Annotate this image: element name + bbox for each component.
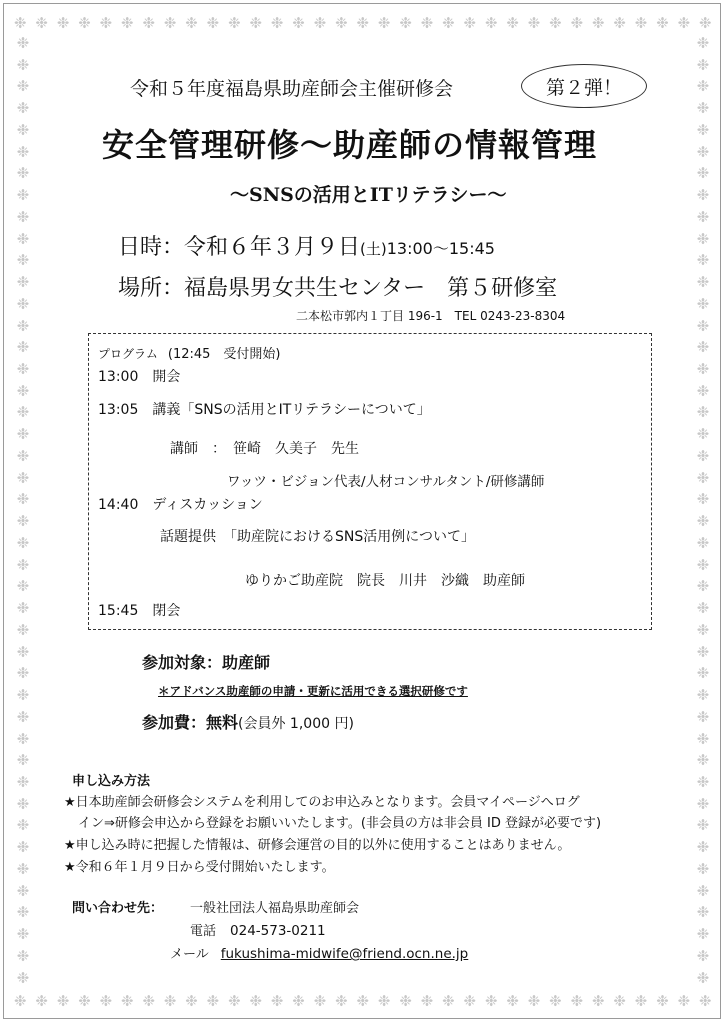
snowflake-ornament-icon: ❉: [696, 120, 710, 139]
snowflake-ornament-icon: ❉: [16, 251, 30, 270]
snowflake-ornament-icon: ❉: [420, 13, 434, 32]
border-right: [692, 36, 714, 986]
snowflake-ornament-icon: ❉: [249, 13, 263, 32]
snowflake-ornament-icon: ❉: [696, 577, 710, 596]
fee-line: [142, 710, 354, 733]
snowflake-ornament-icon: ❉: [696, 794, 710, 813]
snowflake-ornament-icon: ❉: [16, 273, 30, 292]
border-left: [12, 36, 34, 986]
application-line: イン⇒研修会申込から登録をお願いいたします。(非会員の方は非会員 ID 登録が必要です): [78, 816, 602, 831]
snowflake-ornament-icon: ❉: [399, 991, 412, 1010]
application-heading: 申し込み方法: [72, 774, 151, 789]
border-top: [14, 12, 712, 34]
snowflake-ornament-icon: ❉: [696, 642, 710, 661]
snowflake-ornament-icon: ❉: [16, 229, 30, 248]
venue-address: 二本松市郭内１丁目 196-1 TEL 0243-23-8304: [296, 309, 566, 323]
snowflake-ornament-icon: ❉: [16, 446, 30, 465]
snowflake-ornament-icon: ❉: [677, 991, 691, 1010]
fee-extra: (会員外 1,000 円): [238, 716, 354, 732]
program-row: 14:40 ディスカッション: [98, 497, 263, 513]
snowflake-ornament-icon: ❉: [16, 316, 30, 335]
snowflake-ornament-icon: ❉: [613, 991, 626, 1010]
target-audience: 参加対象：助産師: [142, 653, 271, 672]
snowflake-ornament-icon: ❉: [292, 13, 305, 32]
snowflake-ornament-icon: ❉: [16, 381, 30, 400]
snowflake-ornament-icon: ❉: [527, 13, 541, 32]
snowflake-ornament-icon: ❉: [16, 946, 30, 965]
contact-org: 一般社団法人福島県助産師会: [190, 901, 360, 916]
snowflake-ornament-icon: ❉: [206, 991, 220, 1010]
snowflake-ornament-icon: ❉: [696, 34, 710, 52]
program-row: ゆりかご助産院 院長 川井 沙織 助産師: [245, 573, 525, 589]
snowflake-ornament-icon: ❉: [696, 859, 710, 878]
snowflake-ornament-icon: ❉: [121, 991, 134, 1010]
snowflake-ornament-icon: ❉: [699, 991, 712, 1010]
snowflake-ornament-icon: ❉: [78, 991, 91, 1010]
snowflake-ornament-icon: ❉: [656, 13, 669, 32]
snowflake-ornament-icon: ❉: [16, 686, 30, 705]
snowflake-ornament-icon: ❉: [185, 13, 198, 32]
snowflake-ornament-icon: ❉: [696, 360, 710, 379]
snowflake-ornament-icon: ❉: [16, 186, 30, 205]
snowflake-ornament-icon: ❉: [696, 229, 710, 248]
phone-label: 電話: [190, 924, 217, 939]
snowflake-ornament-icon: ❉: [35, 13, 48, 32]
snowflake-ornament-icon: ❉: [16, 533, 30, 552]
snowflake-ornament-icon: ❉: [696, 533, 710, 552]
snowflake-ornament-icon: ❉: [463, 13, 477, 32]
snowflake-ornament-icon: ❉: [420, 991, 434, 1010]
snowflake-ornament-icon: ❉: [506, 991, 519, 1010]
snowflake-ornament-icon: ❉: [696, 294, 710, 313]
snowflake-ornament-icon: ❉: [16, 360, 30, 379]
date-time: 13:00～15:45: [386, 239, 495, 258]
snowflake-ornament-icon: ❉: [696, 164, 710, 183]
snowflake-ornament-icon: ❉: [696, 142, 710, 161]
snowflake-ornament-icon: ❉: [591, 991, 605, 1010]
snowflake-ornament-icon: ❉: [696, 555, 710, 574]
program-row: 15:45 閉会: [98, 603, 181, 619]
snowflake-ornament-icon: ❉: [35, 991, 48, 1010]
snowflake-ornament-icon: ❉: [16, 794, 30, 813]
snowflake-ornament-icon: ❉: [696, 403, 710, 422]
snowflake-ornament-icon: ❉: [356, 991, 370, 1010]
snowflake-ornament-icon: ❉: [696, 903, 710, 922]
snowflake-ornament-icon: ❉: [696, 816, 710, 835]
snowflake-ornament-icon: ❉: [634, 991, 648, 1010]
snowflake-ornament-icon: ❉: [16, 55, 30, 74]
program-heading: [98, 343, 281, 362]
snowflake-ornament-icon: ❉: [699, 13, 712, 32]
snowflake-ornament-icon: ❉: [99, 13, 113, 32]
program-row: 13:05 講義「SNSの活用とITリテラシーについて」: [98, 402, 431, 418]
snowflake-ornament-icon: ❉: [16, 555, 30, 574]
snowflake-ornament-icon: ❉: [56, 13, 70, 32]
snowflake-ornament-icon: ❉: [16, 772, 30, 791]
snowflake-ornament-icon: ❉: [696, 77, 710, 96]
program-row: 話題提供 「助産院におけるSNS活用例について」: [160, 529, 475, 545]
border-bottom: [14, 990, 712, 1012]
edition-badge-label: 第２弾！: [545, 76, 622, 99]
snowflake-ornament-icon: ❉: [549, 13, 562, 32]
snowflake-ornament-icon: ❉: [527, 991, 541, 1010]
email-label: メール: [170, 947, 209, 962]
page-subtitle: ～SNSの活用とITリテラシー～: [230, 184, 507, 206]
snowflake-ornament-icon: ❉: [696, 251, 710, 270]
snowflake-ornament-icon: ❉: [696, 707, 710, 726]
snowflake-ornament-icon: ❉: [228, 991, 241, 1010]
snowflake-ornament-icon: ❉: [696, 751, 710, 770]
contact-email: [170, 943, 468, 962]
snowflake-ornament-icon: ❉: [549, 991, 562, 1010]
snowflake-ornament-icon: ❉: [335, 13, 348, 32]
snowflake-ornament-icon: ❉: [292, 991, 305, 1010]
snowflake-ornament-icon: ❉: [163, 13, 177, 32]
snowflake-ornament-icon: ❉: [16, 34, 30, 52]
snowflake-ornament-icon: ❉: [16, 838, 30, 857]
snowflake-ornament-icon: ❉: [14, 991, 27, 1010]
snowflake-ornament-icon: ❉: [570, 991, 584, 1010]
snowflake-ornament-icon: ❉: [696, 881, 710, 900]
snowflake-ornament-icon: ❉: [16, 338, 30, 357]
program-row: ワッツ・ビジョン代表/人材コンサルタント/研修講師: [227, 474, 545, 490]
snowflake-ornament-icon: ❉: [696, 207, 710, 226]
snowflake-ornament-icon: ❉: [696, 729, 710, 748]
snowflake-ornament-icon: ❉: [613, 13, 626, 32]
snowflake-ornament-icon: ❉: [270, 991, 284, 1010]
snowflake-ornament-icon: ❉: [506, 13, 519, 32]
snowflake-ornament-icon: ❉: [677, 13, 691, 32]
snowflake-ornament-icon: ❉: [696, 686, 710, 705]
snowflake-ornament-icon: ❉: [442, 991, 455, 1010]
snowflake-ornament-icon: ❉: [16, 512, 30, 531]
snowflake-ornament-icon: ❉: [696, 186, 710, 205]
snowflake-ornament-icon: ❉: [377, 13, 391, 32]
edition-badge: [521, 64, 647, 108]
snowflake-ornament-icon: ❉: [696, 925, 710, 944]
snowflake-ornament-icon: ❉: [16, 968, 30, 987]
target-note: ＊アドバンス助産師の申請・更新に活用できる選択研修です: [158, 684, 468, 698]
snowflake-ornament-icon: ❉: [696, 512, 710, 531]
snowflake-ornament-icon: ❉: [356, 13, 370, 32]
snowflake-ornament-icon: ❉: [16, 925, 30, 944]
snowflake-ornament-icon: ❉: [121, 13, 134, 32]
snowflake-ornament-icon: ❉: [16, 664, 30, 683]
venue-line: 場所：福島県男女共生センター 第５研修室: [118, 276, 558, 301]
application-line: ★申し込み時に把握した情報は、研修会運営の目的以外に使用することはありません。: [64, 838, 571, 853]
snowflake-ornament-icon: ❉: [335, 991, 348, 1010]
snowflake-ornament-icon: ❉: [696, 273, 710, 292]
snowflake-ornament-icon: ❉: [16, 577, 30, 596]
program-row: 13:00 開会: [98, 369, 181, 385]
phone-number[interactable]: 024-573-0211: [230, 923, 326, 939]
snowflake-ornament-icon: ❉: [696, 838, 710, 857]
snowflake-ornament-icon: ❉: [696, 490, 710, 509]
contact-label: 問い合わせ先：: [72, 901, 164, 916]
program-row: 講師 ： 笹崎 久美子 先生: [170, 441, 359, 457]
snowflake-ornament-icon: ❉: [249, 991, 263, 1010]
snowflake-ornament-icon: ❉: [696, 599, 710, 618]
snowflake-ornament-icon: ❉: [696, 446, 710, 465]
snowflake-ornament-icon: ❉: [206, 13, 220, 32]
snowflake-ornament-icon: ❉: [570, 13, 584, 32]
email-link[interactable]: fukushima-midwife@friend.ocn.ne.jp: [220, 946, 469, 962]
date-line: [118, 230, 495, 261]
snowflake-ornament-icon: ❉: [163, 991, 177, 1010]
snowflake-ornament-icon: ❉: [16, 751, 30, 770]
snowflake-ornament-icon: ❉: [16, 599, 30, 618]
snowflake-ornament-icon: ❉: [656, 991, 669, 1010]
snowflake-ornament-icon: ❉: [142, 991, 156, 1010]
snowflake-ornament-icon: ❉: [696, 55, 710, 74]
snowflake-ornament-icon: ❉: [313, 13, 327, 32]
snowflake-ornament-icon: ❉: [696, 381, 710, 400]
snowflake-ornament-icon: ❉: [634, 13, 648, 32]
snowflake-ornament-icon: ❉: [16, 468, 30, 487]
snowflake-ornament-icon: ❉: [484, 13, 498, 32]
snowflake-ornament-icon: ❉: [696, 968, 710, 987]
snowflake-ornament-icon: ❉: [16, 99, 30, 118]
snowflake-ornament-icon: ❉: [696, 468, 710, 487]
snowflake-ornament-icon: ❉: [16, 425, 30, 444]
snowflake-ornament-icon: ❉: [377, 991, 391, 1010]
snowflake-ornament-icon: ❉: [270, 13, 284, 32]
snowflake-ornament-icon: ❉: [399, 13, 412, 32]
snowflake-ornament-icon: ❉: [16, 77, 30, 96]
snowflake-ornament-icon: ❉: [16, 490, 30, 509]
snowflake-ornament-icon: ❉: [313, 991, 327, 1010]
snowflake-ornament-icon: ❉: [16, 729, 30, 748]
snowflake-ornament-icon: ❉: [16, 903, 30, 922]
snowflake-ornament-icon: ❉: [696, 338, 710, 357]
snowflake-ornament-icon: ❉: [16, 707, 30, 726]
snowflake-ornament-icon: ❉: [16, 120, 30, 139]
snowflake-ornament-icon: ❉: [16, 816, 30, 835]
snowflake-ornament-icon: ❉: [14, 13, 27, 32]
snowflake-ornament-icon: ❉: [696, 620, 710, 639]
snowflake-ornament-icon: ❉: [442, 13, 455, 32]
snowflake-ornament-icon: ❉: [16, 142, 30, 161]
date-weekday: (土): [360, 240, 387, 258]
program-label: プログラム: [98, 347, 158, 361]
snowflake-ornament-icon: ❉: [16, 881, 30, 900]
fee-label: 参加費：無料: [142, 713, 239, 732]
snowflake-ornament-icon: ❉: [696, 316, 710, 335]
snowflake-ornament-icon: ❉: [696, 772, 710, 791]
snowflake-ornament-icon: ❉: [16, 859, 30, 878]
snowflake-ornament-icon: ❉: [696, 946, 710, 965]
snowflake-ornament-icon: ❉: [142, 13, 156, 32]
snowflake-ornament-icon: ❉: [228, 13, 241, 32]
snowflake-ornament-icon: ❉: [99, 991, 113, 1010]
snowflake-ornament-icon: ❉: [56, 991, 70, 1010]
snowflake-ornament-icon: ❉: [16, 620, 30, 639]
snowflake-ornament-icon: ❉: [16, 207, 30, 226]
snowflake-ornament-icon: ❉: [696, 99, 710, 118]
snowflake-ornament-icon: ❉: [78, 13, 91, 32]
page-title: 安全管理研修～助産師の情報管理: [102, 126, 598, 164]
application-line: ★令和６年１月９日から受付開始いたします。: [64, 860, 335, 875]
contact-phone: [190, 920, 326, 939]
application-line: ★日本助産師会研修会システムを利用してのお申込みとなります。会員マイページへログ: [64, 795, 580, 810]
snowflake-ornament-icon: ❉: [16, 403, 30, 422]
date-main: 日時：令和６年３月９日: [118, 235, 361, 260]
snowflake-ornament-icon: ❉: [591, 13, 605, 32]
program-reception: (12:45 受付開始): [167, 347, 281, 362]
snowflake-ornament-icon: ❉: [185, 991, 198, 1010]
snowflake-ornament-icon: ❉: [16, 164, 30, 183]
snowflake-ornament-icon: ❉: [484, 991, 498, 1010]
snowflake-ornament-icon: ❉: [16, 294, 30, 313]
snowflake-ornament-icon: ❉: [696, 425, 710, 444]
event-header: 令和５年度福島県助産師会主催研修会: [130, 78, 454, 100]
snowflake-ornament-icon: ❉: [16, 642, 30, 661]
snowflake-ornament-icon: ❉: [463, 991, 477, 1010]
snowflake-ornament-icon: ❉: [696, 664, 710, 683]
